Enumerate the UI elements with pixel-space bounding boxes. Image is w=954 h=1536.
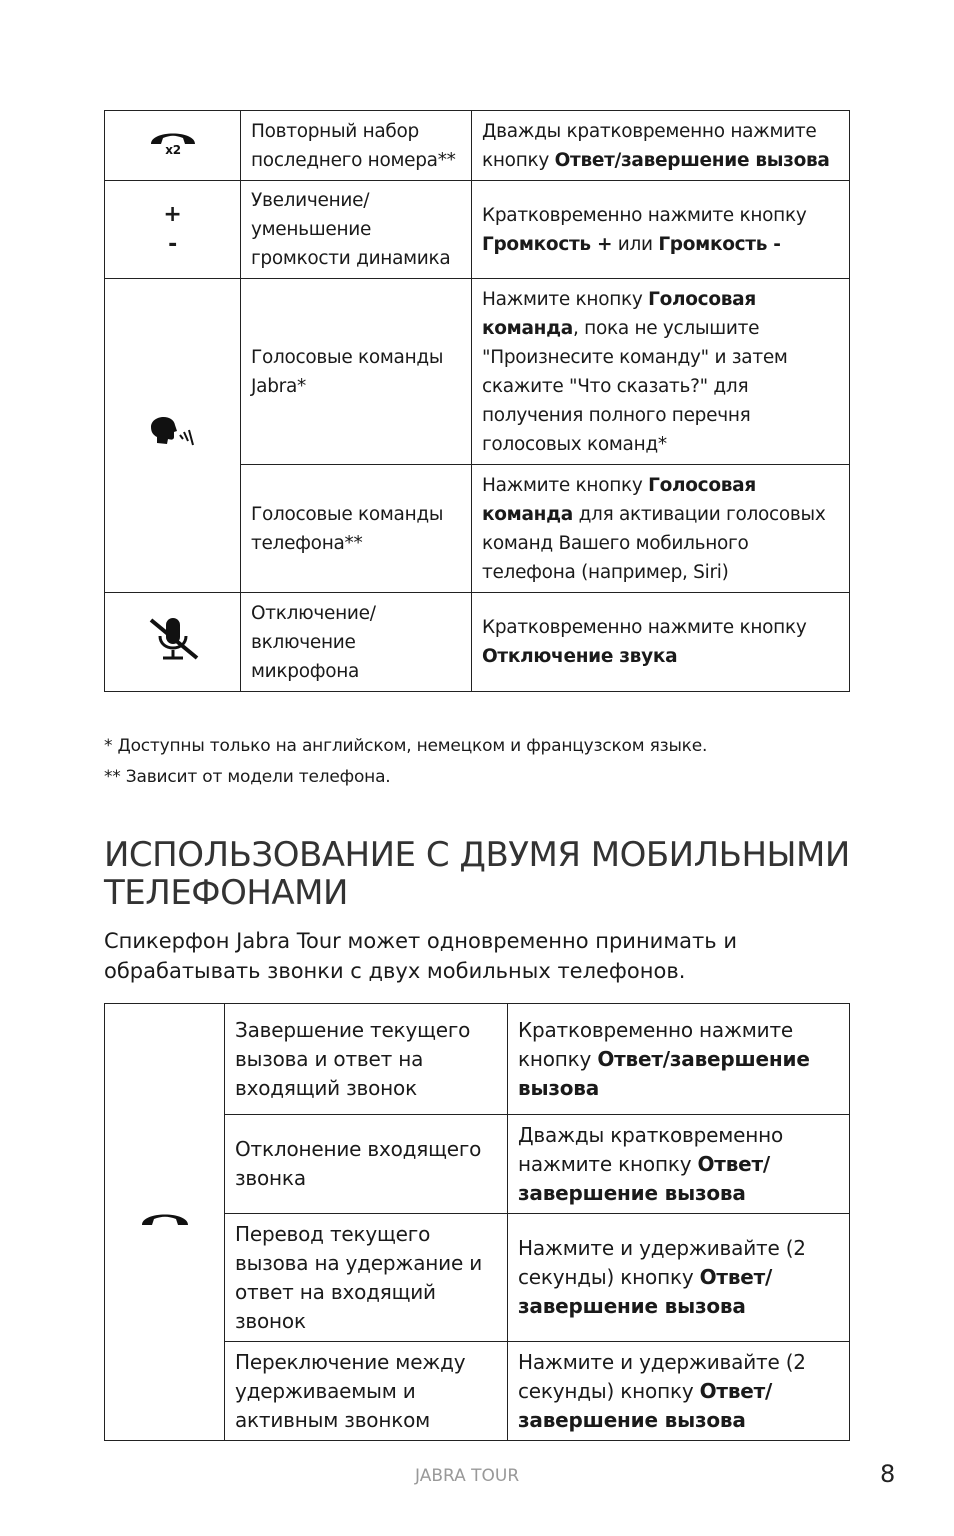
instruction-cell (472, 111, 850, 181)
action-cell: Перевод текущего вызова на удержание и ответ на входящий звонок (225, 1214, 508, 1342)
button-name: Ответ/ завершение вызова (518, 1265, 773, 1318)
instruction-cell (508, 1342, 850, 1441)
button-name: Ответ/ завершение вызова (518, 1378, 773, 1432)
table-row (105, 111, 850, 181)
button-name: Громкость + (482, 233, 613, 255)
button-name: Ответ/завершение вызова (554, 149, 830, 171)
text-segment: Кратковременно нажмите кнопку (482, 204, 807, 226)
action-cell: Отключение/ включение микрофона (241, 593, 472, 692)
button-name: Громкость - (658, 233, 781, 255)
instruction-cell (472, 465, 850, 593)
text-segment: Дважды кратковременно нажмите кнопку (482, 120, 817, 171)
table-row (105, 181, 850, 279)
two-phones-table (104, 1003, 850, 1441)
controls-table (104, 110, 850, 692)
text-segment: для активации голосовых команд Вашего мобильного телефона (например, Siri) (482, 503, 826, 583)
instruction-cell (508, 1004, 850, 1115)
action-cell: Голосовые команды Jabra* (241, 279, 472, 465)
footer-brand: JABRA TOUR (415, 1466, 520, 1486)
footnote: ** Зависит от модели телефона. (104, 767, 391, 787)
table-row (105, 593, 850, 692)
volume-plus-minus-icon: + - (105, 181, 241, 279)
action-cell: Голосовые команды телефона** (241, 465, 472, 593)
voice-command-icon (147, 411, 199, 451)
text-segment: , пока не услышите "Произнесите команду" и затем скажите "Что сказать?" для получения полного перечня голосовых команд* (482, 317, 788, 455)
redial-phone-x2-icon (145, 126, 201, 156)
text-segment: Нажмите кнопку (482, 474, 649, 496)
icon-cell (105, 279, 241, 593)
icon-cell (105, 1004, 225, 1441)
page-number: 8 (880, 1460, 896, 1488)
action-cell: Увеличение/ уменьшение громкости динамика (241, 181, 472, 279)
mute-microphone-icon (145, 614, 201, 662)
button-name: Ответ/ завершение вызова (518, 1151, 771, 1205)
text-segment: Кратковременно нажмите кнопку (482, 617, 807, 638)
text-segment: Нажмите кнопку (482, 288, 649, 310)
action-cell: Повторный набор последнего номера** (241, 111, 472, 181)
text-segment: Нажмите и удерживайте (2 секунды) кнопку (518, 1349, 806, 1403)
icon-cell (105, 593, 241, 692)
button-name: Отключение звука (482, 646, 678, 667)
svg-text:x2: x2 (164, 143, 181, 156)
button-name: Голосовая команда (482, 474, 756, 525)
action-cell: Завершение текущего вызова и ответ на входящий звонок (225, 1004, 508, 1115)
phone-handset-icon (138, 1209, 192, 1229)
section-intro: Спикерфон Jabra Tour может одновременно принимать и обрабатывать звонки с двух мобильных телефонов. (104, 929, 737, 983)
table-row (105, 279, 850, 465)
instruction-cell (472, 181, 850, 279)
footnote: * Доступны только на английском, немецком и французском языке. (104, 736, 708, 756)
instruction-cell (508, 1115, 850, 1214)
action-cell: Переключение между удерживаемым и активным звонком (225, 1342, 508, 1441)
instruction-cell (472, 593, 850, 692)
instruction-cell (508, 1214, 850, 1342)
instruction-cell (472, 279, 850, 465)
table-row (105, 1004, 850, 1115)
text-segment: Кратковременно нажмите кнопку (518, 1017, 794, 1071)
text-segment: Нажмите и удерживайте (2 секунды) кнопку (518, 1236, 806, 1289)
action-cell: Отклонение входящего звонка (225, 1115, 508, 1214)
text-segment: или (612, 233, 659, 255)
button-name: Голосовая команда (482, 288, 756, 339)
text-segment: Дважды кратковременно нажмите кнопку (518, 1122, 784, 1176)
section-title: ИСПОЛЬЗОВАНИЕ С ДВУМЯ МОБИЛЬНЫМИ ТЕЛЕФОНАМИ (104, 835, 850, 913)
icon-cell (105, 111, 241, 181)
button-name: Ответ/завершение вызова (518, 1046, 810, 1100)
